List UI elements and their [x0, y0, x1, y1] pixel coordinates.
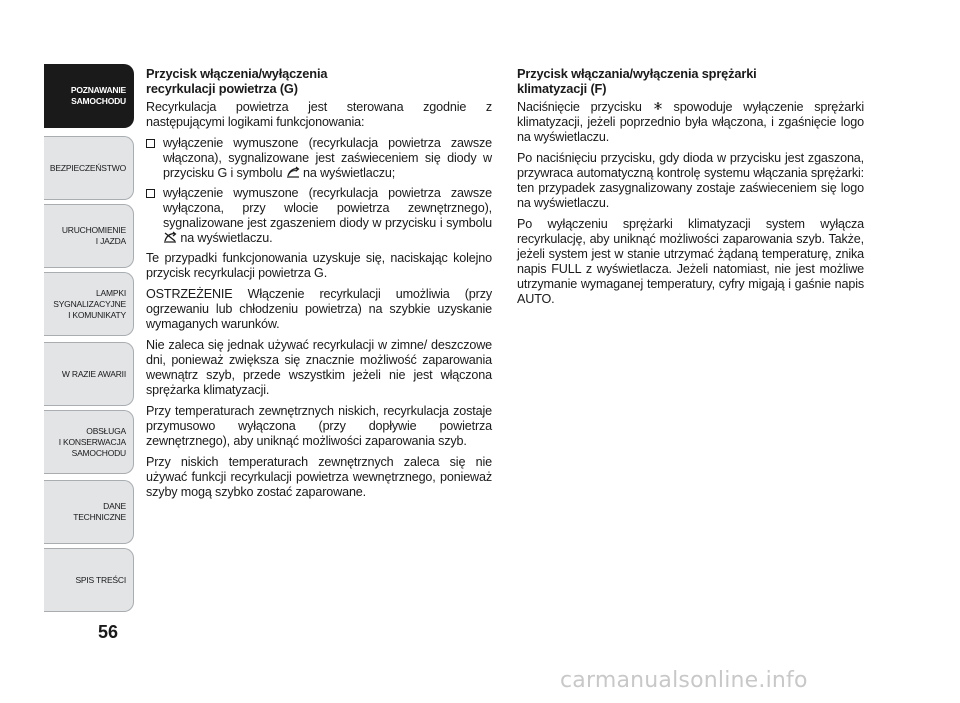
paragraph: Nie zaleca się jednak używać recyrkulacji w zimne/ deszczowe dni, ponieważ zwiększa się znacznie możliwość zaparowania wewnątrz szyb, przede wszystkim jeżeli nie jest włączona sprężarka klimatyzacji.: [146, 338, 492, 397]
paragraph: Przy temperaturach zewnętrznych niskich, recyrkulacja zostaje przymusowo wyłączona (przy dopływie powietrza zewnętrznego), aby uniknąć możliwości zaparowania szyb.: [146, 404, 492, 448]
snowflake-icon: [653, 100, 663, 112]
list-item: [146, 186, 492, 246]
tab-spis-tresci[interactable]: SPIS TREŚCI: [44, 548, 134, 612]
recirculation-on-icon: [286, 166, 300, 178]
paragraph: Te przypadki funkcjonowania uzyskuje się, naciskając kolejno przycisk recyrkulacji powietrza G.: [146, 251, 492, 280]
compressor-heading: [517, 66, 864, 96]
recirculation-heading: [146, 66, 492, 96]
paragraph: [517, 100, 864, 145]
list-item: [146, 136, 492, 181]
tab-w-razie-awarii[interactable]: W RAZIE AWARII: [44, 342, 134, 406]
intro-paragraph: Recyrkulacja powietrza jest sterowana zgodnie z następującymi logikami funkcjonowania:: [146, 100, 492, 129]
heading-line-1: Przycisk włączenia/wyłączenia: [146, 66, 328, 81]
tab-uruchomienie-i-jazda[interactable]: URUCHOMIENIE I JAZDA: [44, 204, 134, 268]
paragraph: Po wyłączeniu sprężarki klimatyzacji system wyłącza recyrkulację, aby uniknąć możliwości zaparowania szyb. Także, jeżeli system jest w stanie utrzymać żądaną temperaturę, znika napis FULL z wyświetlacza. Jeżeli natomiast, nie jest możliwe utrzymanie wymaganej temperatury, cyfry migają i gaśnie napis AUTO.: [517, 217, 864, 306]
paragraph: Po naciśnięciu przycisku, gdy dioda w przycisku jest zgaszona, przywraca automatyczną kontrolę systemu włączania sprężarki: ten przypadek zasygnalizowany zostaje zaświeceniem się logo na wyświetlaczu.: [517, 151, 864, 210]
checkbox-bullet-icon: [146, 139, 155, 148]
tab-poznawanie-samochodu[interactable]: POZNAWANIE SAMOCHODU: [44, 64, 134, 128]
left-column: [146, 66, 492, 506]
paragraph-part: spowoduje wyłączenie sprężarki klimatyzacji, jeżeli poprzednio była włączona, i zgaśnięcie logo na wyświetlaczu.: [517, 100, 865, 144]
heading-line-1: Przycisk włączania/wyłączenia sprężarki: [517, 66, 757, 81]
recirculation-off-icon: [163, 231, 177, 243]
right-column: [517, 66, 864, 313]
tab-lampki-sygnalizacyjne[interactable]: LAMPKI SYGNALIZACYJNE I KOMUNIKATY: [44, 272, 134, 336]
tab-bezpieczenstwo[interactable]: BEZPIECZEŃSTWO: [44, 136, 134, 200]
paragraph: Przy niskich temperaturach zewnętrznych zaleca się nie używać funkcji recyrkulacji powietrza wewnętrznego, ponieważ szyby mogą szybko zostać zaparowane.: [146, 455, 492, 499]
bullet-2-text: wyłączenie wymuszone (recyrkulacja powietrza zawsze wyłączona, przy wlocie powietrza zewnętrznego), sygnalizowane jest zgaszeniem diody w przycisku i symbolu: [163, 186, 492, 230]
heading-line-2: klimatyzacji (F): [517, 81, 607, 96]
bullet-1-suffix: na wyświetlaczu;: [303, 166, 396, 180]
tab-dane-techniczne[interactable]: DANE TECHNICZNE: [44, 480, 134, 544]
bullet-1-text: wyłączenie wymuszone (recyrkulacja powietrza zawsze włączona), sygnalizowane jest zaświeceniem się diody w przycisku G i symbolu: [163, 136, 492, 180]
page-number: 56: [98, 622, 119, 642]
paragraph-part: Naciśnięcie przycisku: [517, 100, 642, 114]
tab-obsluga-i-konserwacja[interactable]: OBSŁUGA I KONSERWACJA SAMOCHODU: [44, 410, 134, 474]
bullet-2-suffix: na wyświetlaczu.: [180, 231, 273, 245]
watermark: carmanualsonline.info: [560, 668, 808, 693]
checkbox-bullet-icon: [146, 189, 155, 198]
warning-paragraph: OSTRZEŻENIE Włączenie recyrkulacji umożliwia (przy ogrzewaniu lub chłodzeniu powietrza) na szybkie uzyskanie wymaganych warunków.: [146, 287, 492, 331]
heading-line-2: recyrkulacji powietrza (G): [146, 81, 298, 96]
